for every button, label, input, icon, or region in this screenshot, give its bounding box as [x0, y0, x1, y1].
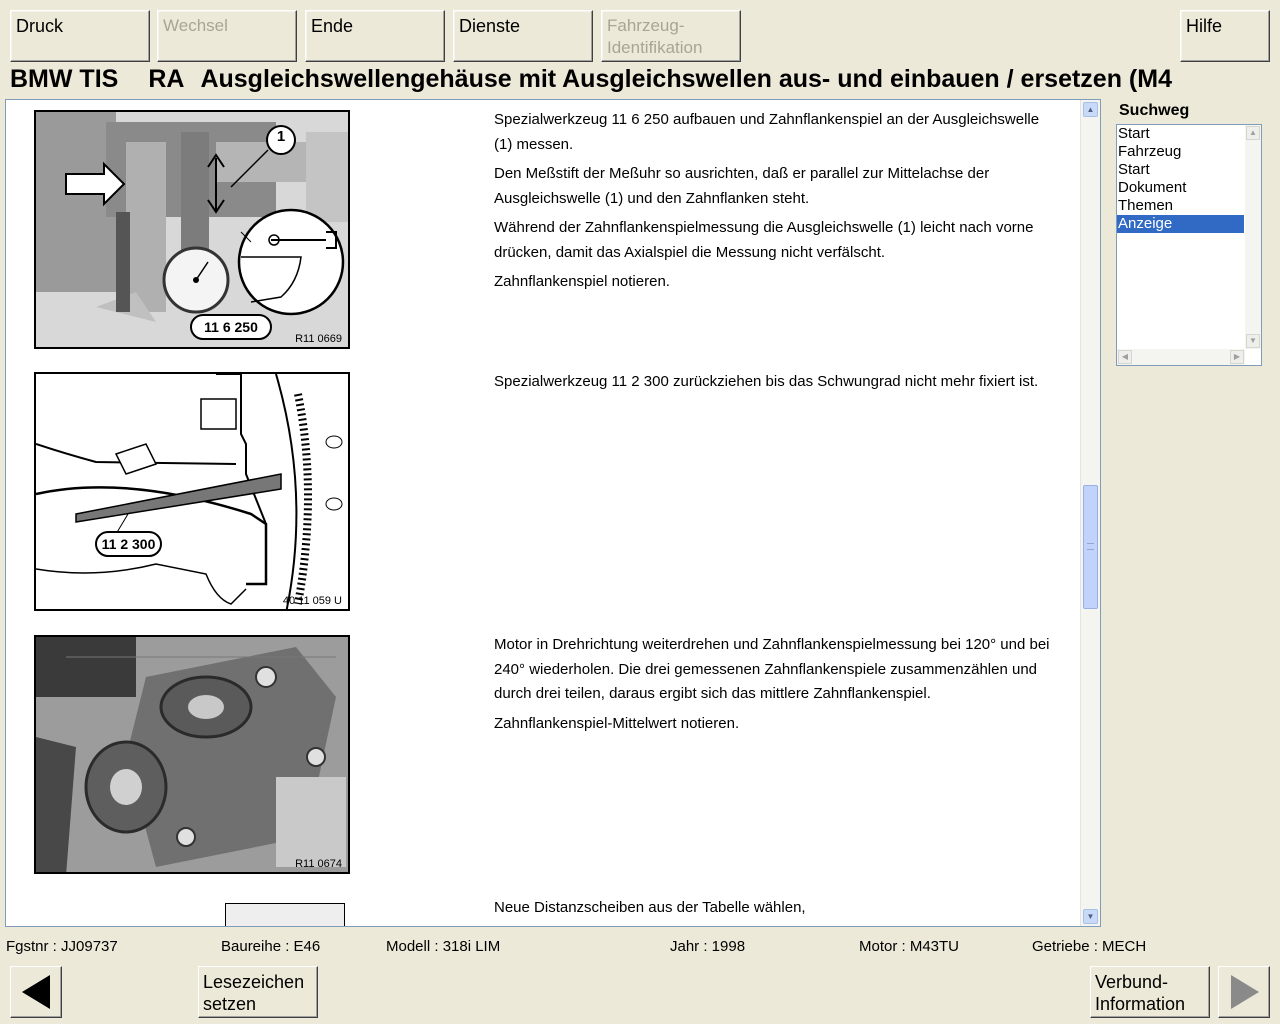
- step-4-paragraph-1: Neue Distanzscheiben aus der Tabelle wählen,: [494, 899, 806, 916]
- dienste-button[interactable]: Dienste: [453, 10, 593, 62]
- suchweg-item-anzeige[interactable]: Anzeige: [1117, 215, 1244, 233]
- doc-code: RA: [148, 65, 185, 93]
- doc-title: Ausgleichswellengehäuse mit Ausgleichswellen aus- und einbauen / ersetzen (M4: [200, 65, 1172, 93]
- suchweg-hscrollbar[interactable]: [1117, 349, 1245, 365]
- status-jahr: Jahr : 1998: [670, 938, 746, 955]
- arrow-right-icon: [1231, 975, 1259, 1009]
- figure-label: R11 0674: [295, 858, 342, 870]
- suchweg-vscrollbar[interactable]: [1245, 125, 1261, 349]
- list-scroll-left-icon[interactable]: ◀: [1118, 350, 1132, 364]
- status-getriebe: Getriebe : MECH: [1032, 938, 1147, 955]
- arrow-left-icon: [22, 975, 50, 1009]
- step-1-text: [494, 108, 1054, 300]
- druck-button[interactable]: Druck: [10, 10, 150, 62]
- suchweg-title: Suchweg: [1119, 102, 1190, 119]
- content-scrollbar[interactable]: [1080, 100, 1100, 926]
- back-button[interactable]: [10, 966, 62, 1018]
- figure-crankshaft-photo: [34, 635, 350, 874]
- list-scroll-up-icon[interactable]: ▲: [1246, 126, 1260, 140]
- suchweg-list[interactable]: [1116, 124, 1262, 366]
- document-content[interactable]: [5, 99, 1101, 927]
- scroll-down-icon[interactable]: ▼: [1083, 909, 1098, 924]
- suchweg-item-start-2[interactable]: Start: [1118, 161, 1150, 178]
- scroll-thumb[interactable]: [1083, 485, 1098, 609]
- step-1-paragraph-1: Spezialwerkzeug 11 6 250 aufbauen und Zahnflankenspiel an der Ausgleichswelle (1) messen.: [494, 111, 1040, 153]
- tool-label-11-2-300: 11 2 300: [101, 536, 156, 552]
- callout-1: 1: [276, 128, 286, 145]
- step-2-paragraph-1: Spezialwerkzeug 11 2 300 zurückziehen bis das Schwungrad nicht mehr fixiert ist.: [494, 373, 1039, 390]
- table-graphic-partial: [225, 903, 345, 927]
- forward-button[interactable]: [1218, 966, 1270, 1018]
- list-scroll-right-icon[interactable]: ▶: [1230, 350, 1244, 364]
- fahrzeug-identifikation-button: Fahrzeug- Identifikation: [601, 10, 741, 62]
- tool-label-11-6-250: 11 6 250: [204, 319, 258, 335]
- step-3-text: [494, 633, 1054, 741]
- ende-button[interactable]: Ende: [305, 10, 445, 62]
- step-3-paragraph-1: Motor in Drehrichtung weiterdrehen und Zahnflankenspielmessung bei 120° und bei 240° wiederholen. Die drei gemessenen Zahnflankenspiele zusammenzählen und durch drei teilen, daraus ergibt sich das mittlere Zahnflankenspiel.: [494, 636, 1050, 702]
- figure-dial-gauge: [34, 110, 350, 349]
- status-modell: Modell : 318i LIM: [386, 938, 501, 955]
- app-name: BMW TIS: [10, 65, 119, 93]
- figure-label: 40 11 059 U: [282, 595, 342, 607]
- page-title: [10, 62, 1280, 96]
- scroll-up-icon[interactable]: ▲: [1083, 102, 1098, 117]
- status-fgstnr: Fgstnr : JJ09737: [6, 938, 118, 955]
- step-1-paragraph-3: Während der Zahnflankenspielmessung die Ausgleichswelle (1) leicht nach vorne drücken, damit das Axialspiel die Messung nicht verfälscht.: [494, 219, 1034, 261]
- wechsel-button: Wechsel: [157, 10, 297, 62]
- lesezeichen-setzen-button[interactable]: [198, 966, 318, 1018]
- figure-label: R11 0669: [295, 333, 342, 345]
- suchweg-item-dokument[interactable]: Dokument: [1118, 179, 1187, 196]
- step-1-paragraph-2: Den Meßstift der Meßuhr so ausrichten, daß er parallel zur Mittelachse der Ausgleichswelle (1) und den Zahnflanken steht.: [494, 165, 990, 207]
- step-2-text: [494, 370, 1054, 400]
- status-baureihe: Baureihe : E46: [221, 938, 321, 955]
- verbund-label: Verbund- Information: [1095, 972, 1186, 1014]
- suchweg-item-fahrzeug[interactable]: Fahrzeug: [1118, 143, 1182, 160]
- step-4-text: [494, 896, 1054, 926]
- suchweg-item-start[interactable]: Start: [1118, 125, 1150, 142]
- hilfe-button[interactable]: Hilfe: [1180, 10, 1270, 62]
- step-3-paragraph-2: Zahnflankenspiel-Mittelwert notieren.: [494, 714, 740, 732]
- verbund-information-button[interactable]: [1090, 966, 1210, 1018]
- figure-flywheel-tool: [34, 372, 350, 611]
- step-1-paragraph-4: Zahnflankenspiel notieren.: [494, 273, 670, 290]
- list-scroll-down-icon[interactable]: ▼: [1246, 334, 1260, 348]
- suchweg-item-themen[interactable]: Themen: [1118, 197, 1174, 214]
- status-motor: Motor : M43TU: [859, 938, 960, 955]
- lesezeichen-label: Lesezeichen setzen: [203, 972, 305, 1014]
